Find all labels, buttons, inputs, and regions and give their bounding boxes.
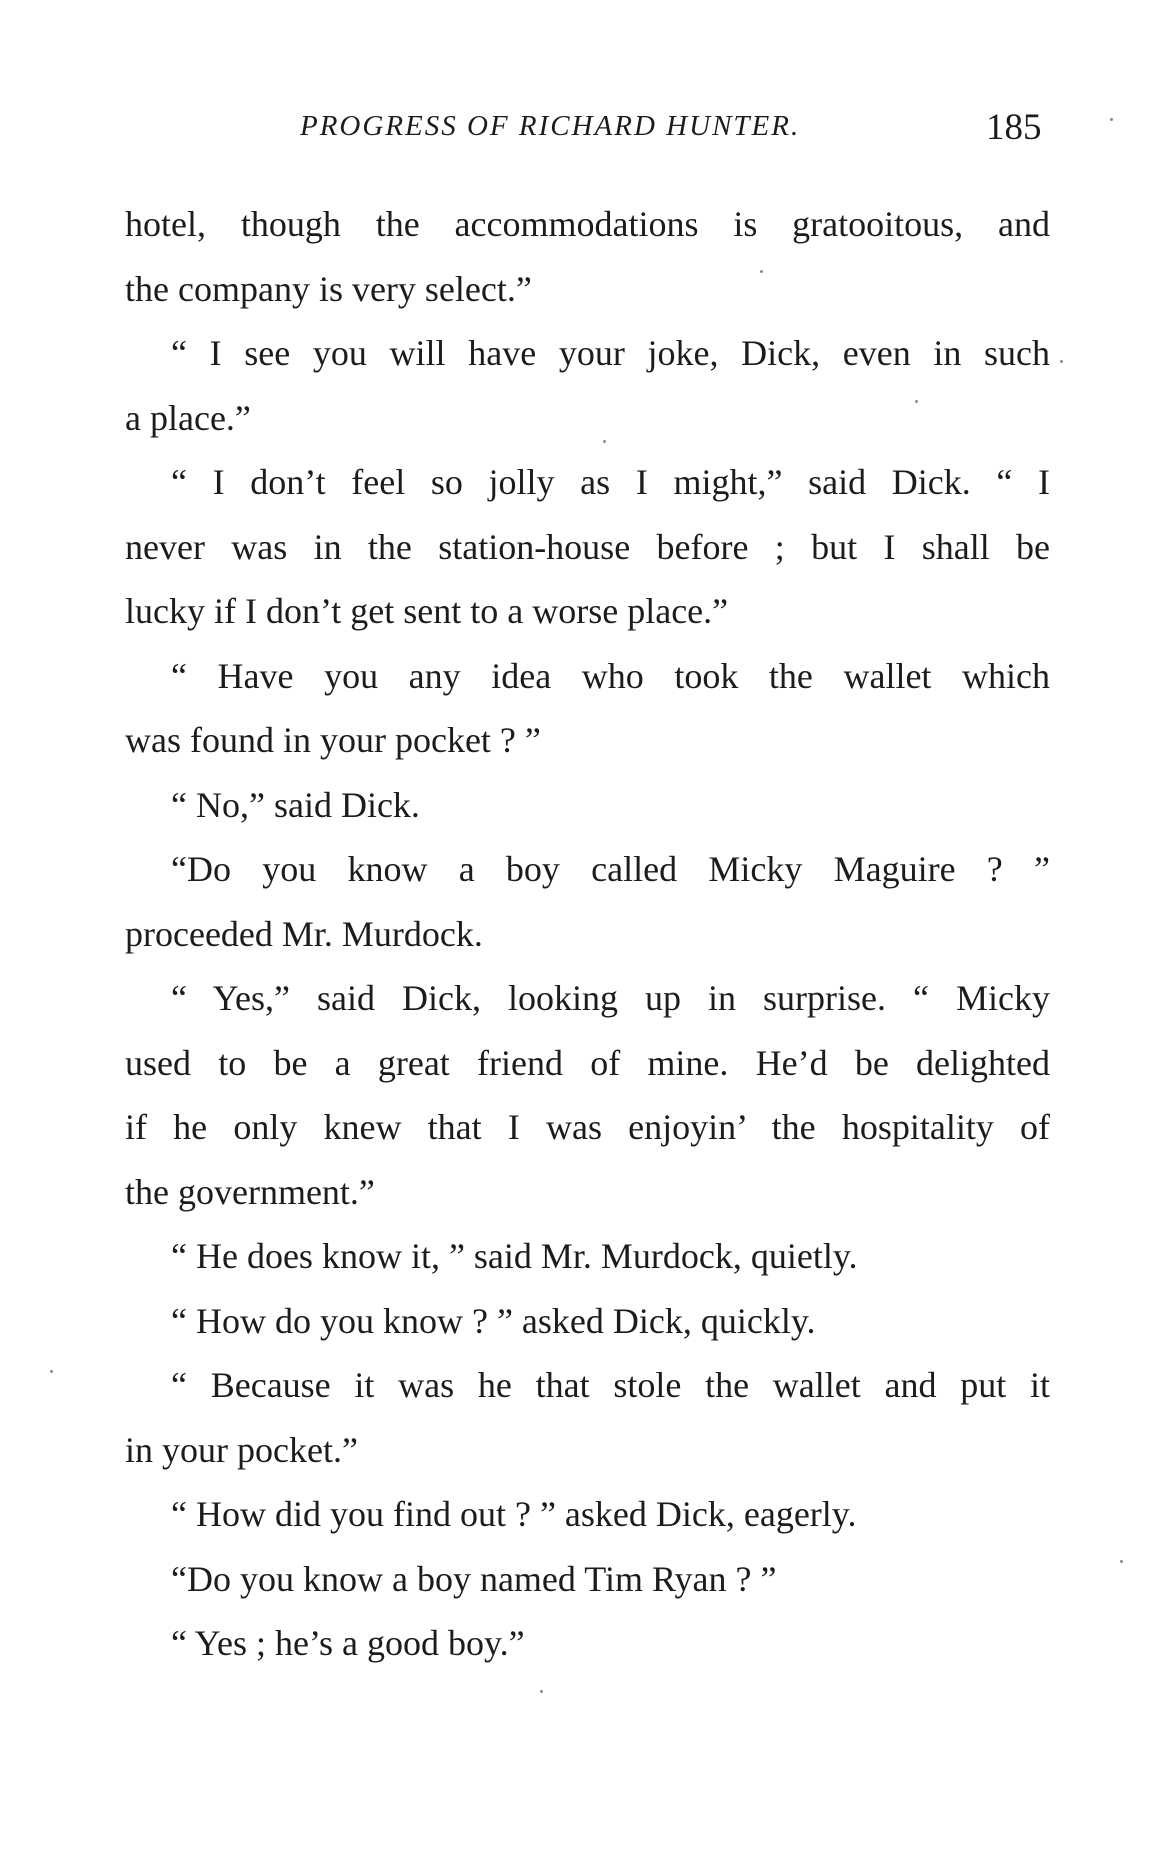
text-line: lucky if I don’t get sent to a worse place.” — [125, 591, 729, 631]
text-line: “ I see you will have your joke, Dick, even in such — [171, 333, 1050, 373]
scan-speck — [1120, 1560, 1123, 1563]
text-line: the government.” — [125, 1171, 375, 1212]
scan-speck — [50, 1370, 53, 1373]
text-line: “ How do you know ? ” asked Dick, quickly. — [171, 1300, 816, 1341]
text-line: “Do you know a boy named Tim Ryan ? ” — [171, 1558, 777, 1599]
text-line: “ He does know it, ” said Mr. Murdock, quietly. — [171, 1236, 858, 1276]
text-line: “ Yes ; he’s a good boy.” — [171, 1623, 525, 1663]
scan-speck — [1060, 360, 1063, 363]
text-line: in your pocket.” — [125, 1429, 358, 1470]
scan-speck — [1110, 118, 1113, 121]
body-text — [125, 192, 1050, 1676]
text-line: hotel, though the accommodations is gratooitous, and — [125, 204, 1050, 244]
page-header — [300, 106, 1100, 146]
scan-speck — [915, 400, 918, 403]
text-line: used to be a great friend of mine. He’d be delighted — [125, 1042, 1050, 1083]
page-number: 185 — [986, 107, 1042, 148]
scan-speck — [540, 1690, 543, 1693]
text-line: “ I don’t feel so jolly as I might,” said Dick. “ I — [171, 462, 1050, 502]
running-title: PROGRESS OF RICHARD HUNTER. — [300, 110, 801, 142]
text-line: “ Because it was he that stole the wallet and put it — [171, 1365, 1050, 1405]
text-line: proceeded Mr. Murdock. — [125, 913, 483, 954]
text-line: “Do you know a boy called Micky Maguire ? ” — [171, 849, 1050, 889]
text-line: “ Yes,” said Dick, looking up in surprise. “ Micky — [171, 978, 1050, 1018]
scan-speck — [760, 270, 763, 273]
text-line: “ No,” said Dick. — [171, 784, 420, 825]
text-line: a place.” — [125, 397, 251, 438]
text-line: never was in the station-house before ; but I shall be — [125, 526, 1050, 567]
text-line: was found in your pocket ? ” — [125, 720, 541, 760]
text-line: “ How did you find out ? ” asked Dick, eagerly. — [171, 1494, 857, 1534]
text-line: “ Have you any idea who took the wallet which — [171, 655, 1050, 696]
text-line: the company is very select.” — [125, 268, 532, 309]
scan-speck — [603, 440, 606, 443]
text-line: if he only knew that I was enjoyin’ the hospitality of — [125, 1107, 1050, 1147]
